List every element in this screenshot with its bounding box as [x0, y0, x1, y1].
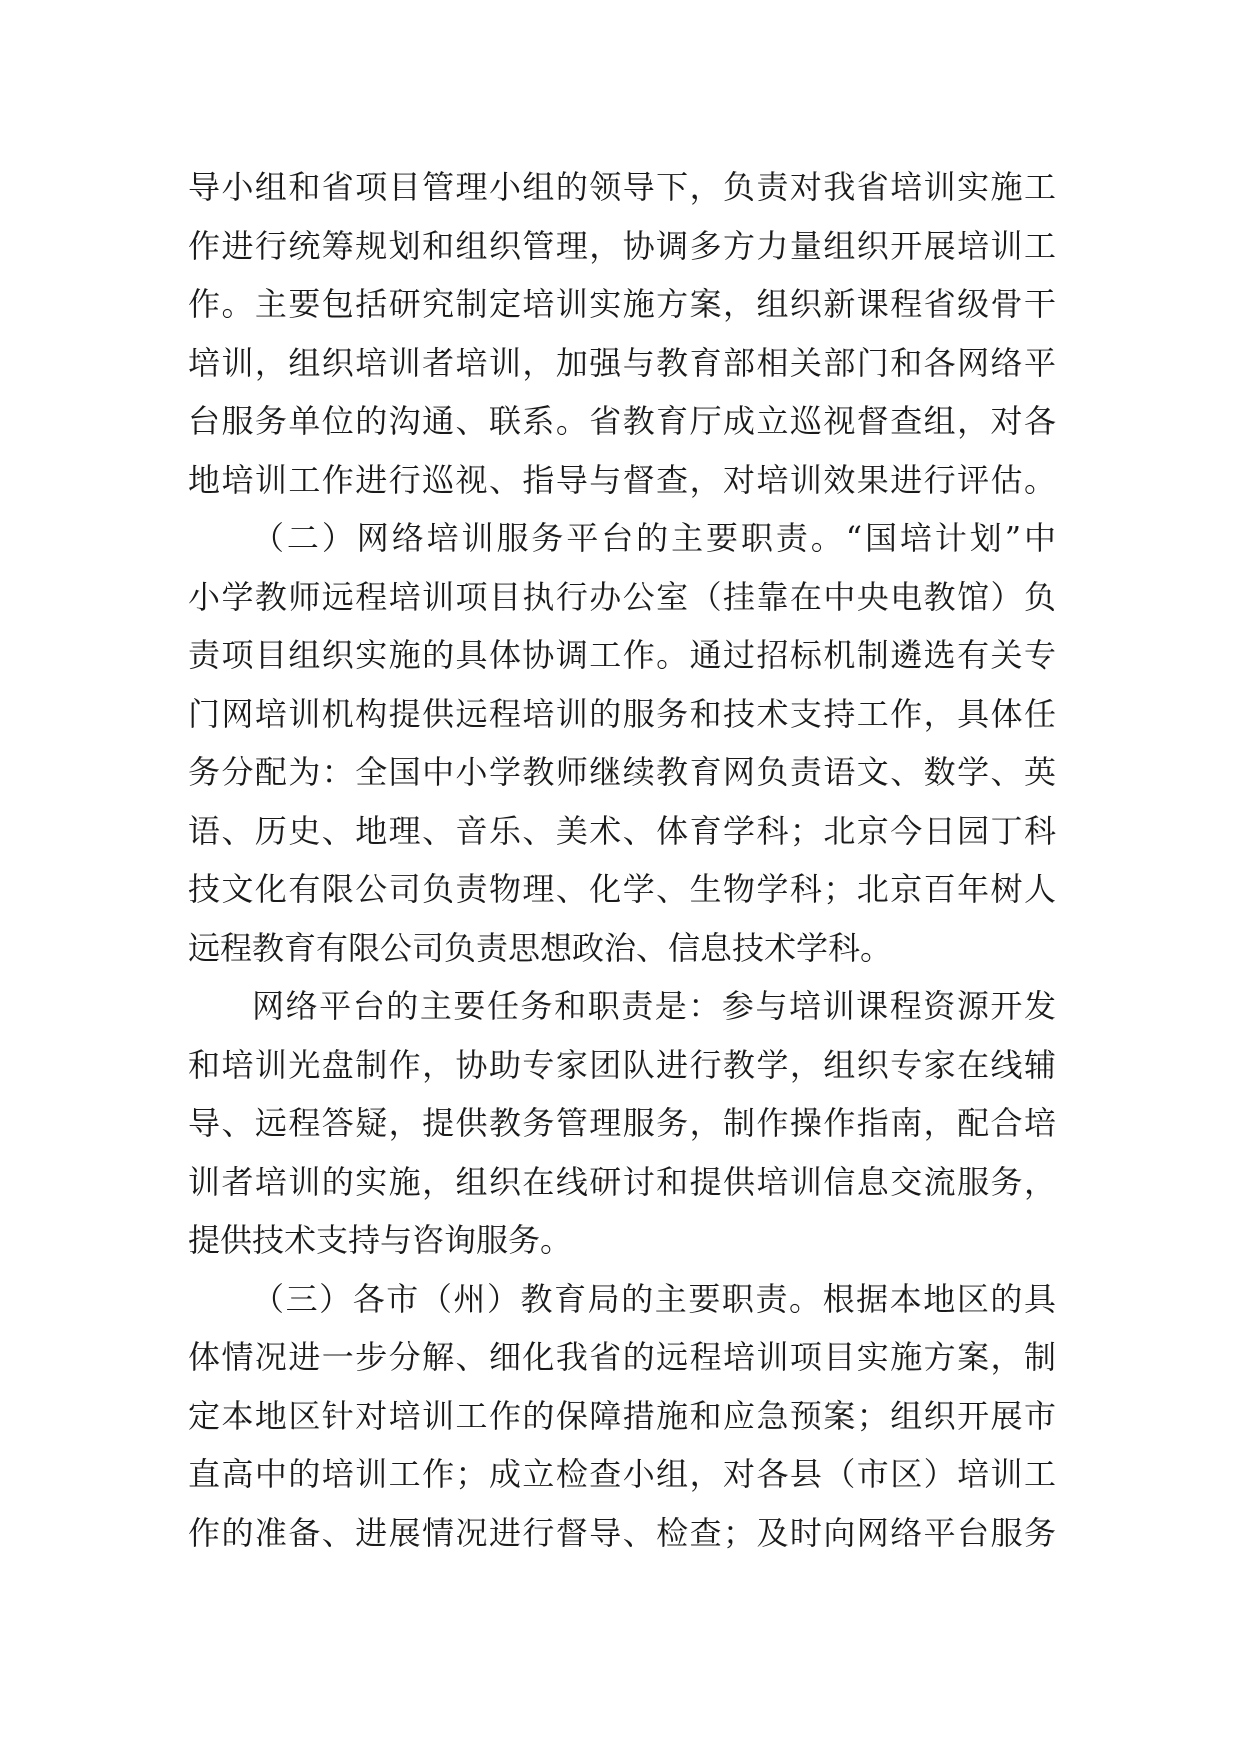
section-heading-line: （二）网络培训服务平台的主要职责。“国培计划”中	[252, 519, 1056, 557]
text-line: 远程教育有限公司负责思想政治、信息技术学科。	[188, 928, 893, 967]
text-line: 作进行统筹规划和组织管理，协调多方力量组织开展培训工	[188, 226, 1056, 265]
text-line: 作的准备、进展情况进行督导、检查；及时向网络平台服务	[188, 1513, 1056, 1552]
text-line: 提供技术支持与咨询服务。	[188, 1221, 573, 1259]
text-line: 定本地区针对培训工作的保障措施和应急预案；组织开展市	[188, 1396, 1056, 1435]
text-line: 作。主要包括研究制定培训实施方案，组织新课程省级骨干	[188, 285, 1056, 323]
text-line: 责项目组织实施的具体协调工作。通过招标机制遴选有关专	[188, 636, 1056, 674]
text-line: 导小组和省项目管理小组的领导下，负责对我省培训实施工	[188, 168, 1056, 206]
text-line: 和培训光盘制作，协助专家团队进行教学，组织专家在线辅	[188, 1045, 1056, 1084]
text-line: 台服务单位的沟通、联系。省教育厅成立巡视督查组，对各	[188, 402, 1056, 440]
text-line: 语、历史、地理、音乐、美术、体育学科；北京今日园丁科	[188, 811, 1056, 850]
text-line: 训者培训的实施，组织在线研讨和提供培训信息交流服务，	[188, 1162, 1056, 1201]
body-text	[188, 158, 1056, 1562]
text-line: 务分配为：全国中小学教师继续教育网负责语文、数学、英	[188, 753, 1056, 791]
text-line: 导、远程答疑，提供教务管理服务，制作操作指南，配合培	[188, 1104, 1056, 1142]
text-line: 体情况进一步分解、细化我省的远程培训项目实施方案，制	[188, 1338, 1056, 1376]
section-heading-line: （三）各市（州）教育局的主要职责。根据本地区的具	[252, 1279, 1056, 1318]
text-line: 直高中的培训工作；成立检查小组，对各县（市区）培训工	[188, 1455, 1056, 1493]
text-line: 地培训工作进行巡视、指导与督查，对培训效果进行评估。	[188, 460, 1056, 499]
text-line: 门网培训机构提供远程培训的服务和技术支持工作，具体任	[188, 694, 1056, 733]
text-line: 培训，组织培训者培训，加强与教育部相关部门和各网络平	[188, 343, 1056, 382]
paragraph-start-line: 网络平台的主要任务和职责是：参与培训课程资源开发	[252, 987, 1056, 1025]
text-line: 技文化有限公司负责物理、化学、生物学科；北京百年树人	[188, 870, 1056, 908]
text-line: 小学教师远程培训项目执行办公室（挂靠在中央电教馆）负	[188, 577, 1056, 616]
